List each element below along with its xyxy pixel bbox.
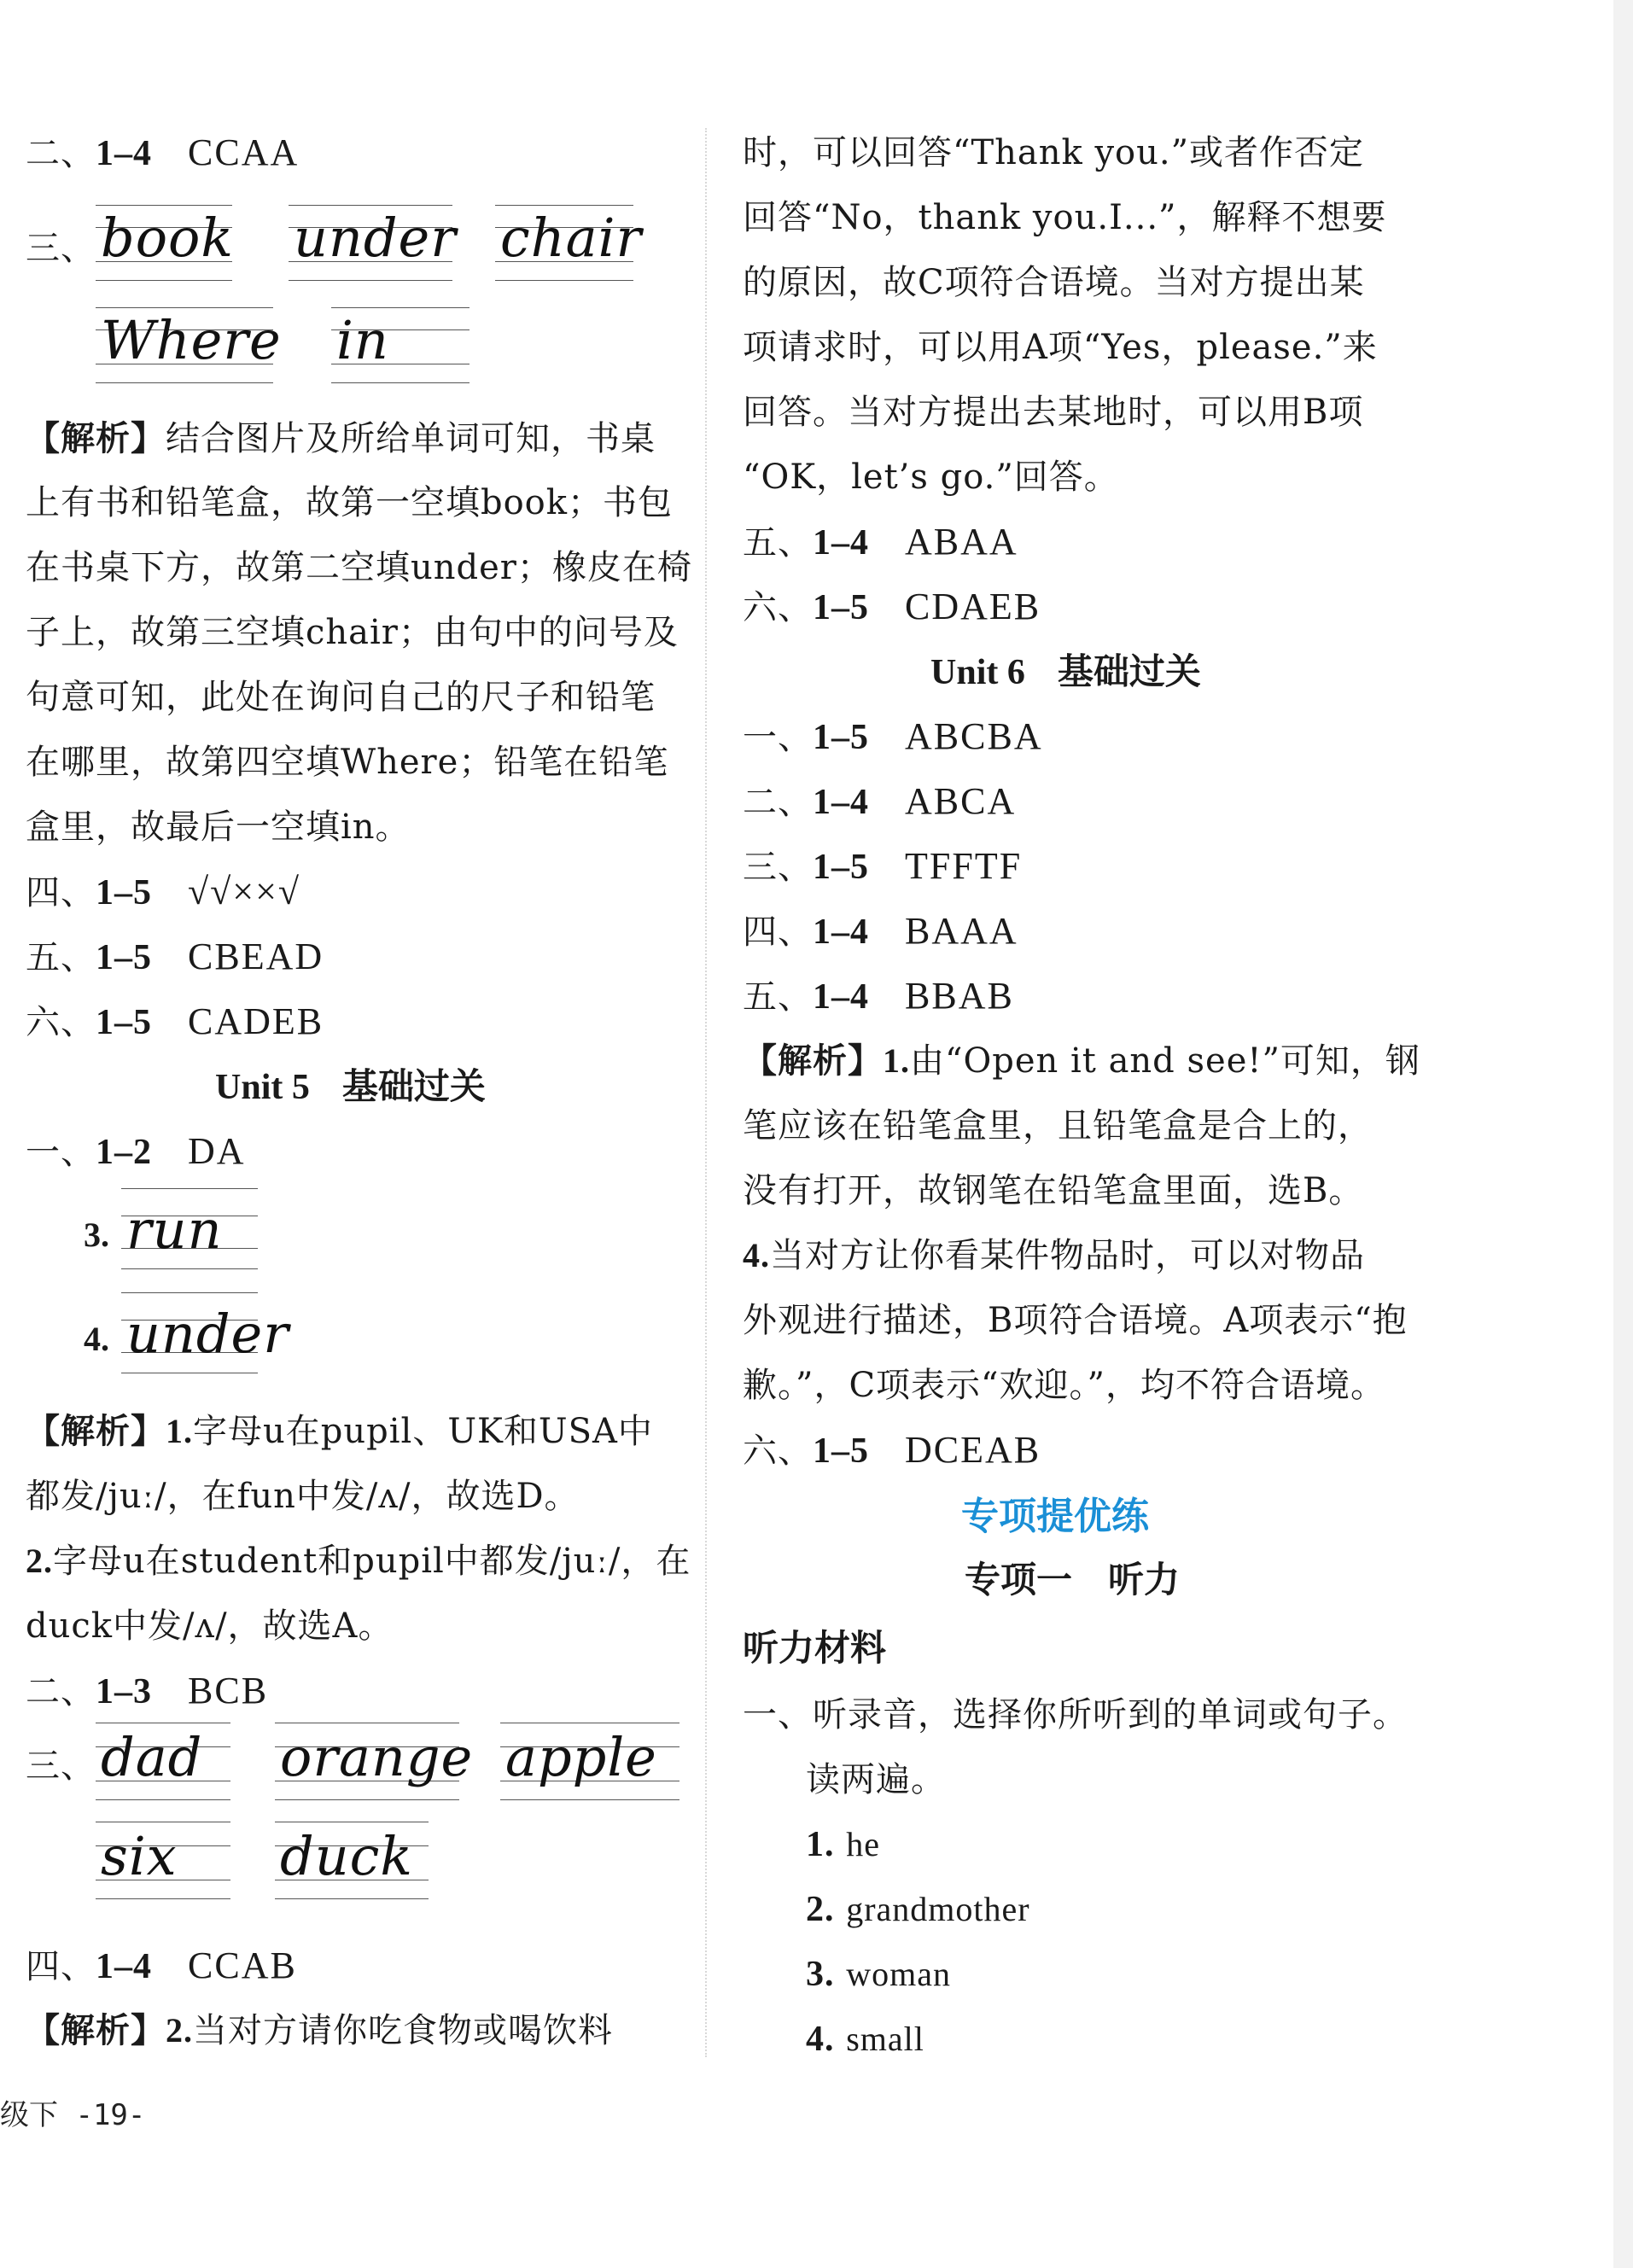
handwriting-box bbox=[96, 1714, 230, 1799]
section-label: 三、 bbox=[26, 1746, 96, 1786]
question-line: 一、听录音，选择你所听到的单词或句子。 bbox=[743, 1695, 1408, 1735]
handwritten-word: duck bbox=[280, 1825, 413, 1887]
unit-heading: Unit 6 基础过关 bbox=[930, 650, 1201, 692]
analysis-line: 4.当对方让你看某件物品时，可以对物品 bbox=[743, 1236, 1365, 1275]
answer-line: 四、1–5 √√××√ bbox=[26, 871, 301, 912]
list-item: 4. small bbox=[806, 2020, 924, 2059]
handwriting-box bbox=[275, 1813, 429, 1898]
special-practice-title: 专项提优练 bbox=[961, 1495, 1149, 1538]
listening-material-label: 听力材料 bbox=[743, 1627, 887, 1669]
analysis-line: 笔应该在铅笔盒里，且铅笔盒是合上的， bbox=[743, 1106, 1373, 1146]
handwritten-word: orange bbox=[280, 1726, 474, 1788]
handwritten-word: chair bbox=[500, 207, 643, 269]
analysis-line: 盒里，故最后一空填in。 bbox=[26, 808, 411, 847]
special-subtitle: 专项一 听力 bbox=[965, 1559, 1181, 1600]
column-divider bbox=[705, 128, 707, 2057]
analysis-line: 在书桌下方，故第二空填under；橡皮在椅 bbox=[26, 548, 692, 587]
section-label: 三、 bbox=[26, 229, 96, 268]
handwritten-word: Where bbox=[101, 309, 282, 371]
analysis-line: 【解析】结合图片及所给单词可知，书桌 bbox=[26, 418, 656, 458]
answer-line: 四、1–4 BAAA bbox=[743, 910, 1018, 952]
analysis-line: 外观进行描述，B项符合语境。A项表示“抱 bbox=[743, 1301, 1408, 1340]
handwritten-word: under bbox=[294, 207, 457, 269]
answer-line: 四、1–4 CCAB bbox=[26, 1944, 297, 1986]
handwriting-box: 4. under bbox=[121, 1291, 258, 1376]
list-item: 3. woman bbox=[806, 1955, 951, 1994]
analysis-line: 上有书和铅笔盒，故第一空填book；书包 bbox=[26, 483, 674, 522]
analysis-line: 【解析】2.当对方请你吃食物或喝饮料 bbox=[26, 2010, 613, 2050]
answer-line: 五、1–5 CBEAD bbox=[26, 936, 324, 977]
list-item: 2. grandmother bbox=[806, 1890, 1030, 1929]
answer-line: 六、1–5 CDAEB bbox=[743, 586, 1041, 627]
handwritten-word: apple bbox=[505, 1726, 657, 1788]
answer-line: 一、1–5 ABCBA bbox=[743, 715, 1043, 757]
analysis-line: 子上，故第三空填chair；由句中的问号及 bbox=[26, 613, 679, 652]
analysis-line: 【解析】1.字母u在pupil、UK和USA中 bbox=[26, 1411, 653, 1451]
handwritten-word: dad bbox=[101, 1726, 203, 1788]
answer-line: 一、1–2 DA bbox=[26, 1130, 246, 1172]
handwritten-word: six bbox=[101, 1825, 178, 1887]
handwriting-box bbox=[275, 1714, 474, 1799]
handwritten-word: book bbox=[101, 207, 234, 269]
analysis-line: 没有打开，故钢笔在铅笔盒里面，选B。 bbox=[743, 1171, 1364, 1210]
answer-line: 三、1–5 TFFTF bbox=[743, 845, 1023, 887]
analysis-line: “OK，let’s go.”回答。 bbox=[743, 458, 1119, 497]
handwriting-box: 3. run bbox=[121, 1186, 258, 1272]
analysis-line: 回答。当对方提出去某地时，可以用B项 bbox=[743, 393, 1364, 432]
analysis-line: 项请求时，可以用A项“Yes，please.”来 bbox=[743, 328, 1378, 367]
answer-line: 二、1–4 ABCA bbox=[743, 780, 1017, 822]
analysis-line: duck中发/ʌ/，故选A。 bbox=[26, 1606, 394, 1646]
handwriting-box bbox=[495, 195, 643, 280]
analysis-line: 在哪里，故第四空填Where；铅笔在铅笔 bbox=[26, 743, 669, 782]
answer-line: 五、1–4 ABAA bbox=[743, 521, 1018, 563]
analysis-line: 句意可知，此处在询问自己的尺子和铅笔 bbox=[26, 678, 656, 717]
handwritten-word: run bbox=[126, 1198, 223, 1261]
answer-line: 二、1–3 BCB bbox=[26, 1670, 269, 1711]
analysis-line: 歉。”，C项表示“欢迎。”，均不符合语境。 bbox=[743, 1366, 1385, 1405]
answer-line: 六、1–5 CADEB bbox=[26, 1000, 324, 1042]
page-footer: 级下 -19- bbox=[0, 2098, 146, 2132]
analysis-line: 时，可以回答“Thank you.”或者作否定 bbox=[743, 133, 1365, 172]
answer-line: 五、1–4 BBAB bbox=[743, 975, 1014, 1017]
analysis-line: 2.字母u在student和pupil中都发/juː/，在 bbox=[26, 1542, 691, 1581]
question-line: 读两遍。 bbox=[806, 1760, 946, 1799]
analysis-line: 回答“No，thank you.I...”，解释不想要 bbox=[743, 198, 1387, 237]
handwritten-word: in bbox=[336, 309, 389, 371]
analysis-line: 都发/juː/，在fun中发/ʌ/，故选D。 bbox=[26, 1477, 580, 1516]
handwriting-box bbox=[96, 1813, 230, 1898]
unit-heading: Unit 5 基础过关 bbox=[215, 1065, 486, 1107]
analysis-line: 的原因，故C项符合语境。当对方提出某 bbox=[743, 263, 1365, 302]
handwriting-box bbox=[289, 195, 457, 280]
handwriting-box bbox=[500, 1714, 679, 1799]
handwriting-box bbox=[96, 297, 282, 382]
analysis-line: 【解析】1.由“Open it and see!”可知，钢 bbox=[743, 1041, 1420, 1081]
handwritten-word: under bbox=[126, 1303, 289, 1365]
handwriting-box bbox=[331, 297, 469, 382]
answer-line: 六、1–5 DCEAB bbox=[743, 1429, 1041, 1471]
list-item: 1. he bbox=[806, 1825, 880, 1864]
answer-line: 二、1–4 CCAA bbox=[26, 131, 300, 173]
handwriting-box bbox=[96, 195, 232, 280]
